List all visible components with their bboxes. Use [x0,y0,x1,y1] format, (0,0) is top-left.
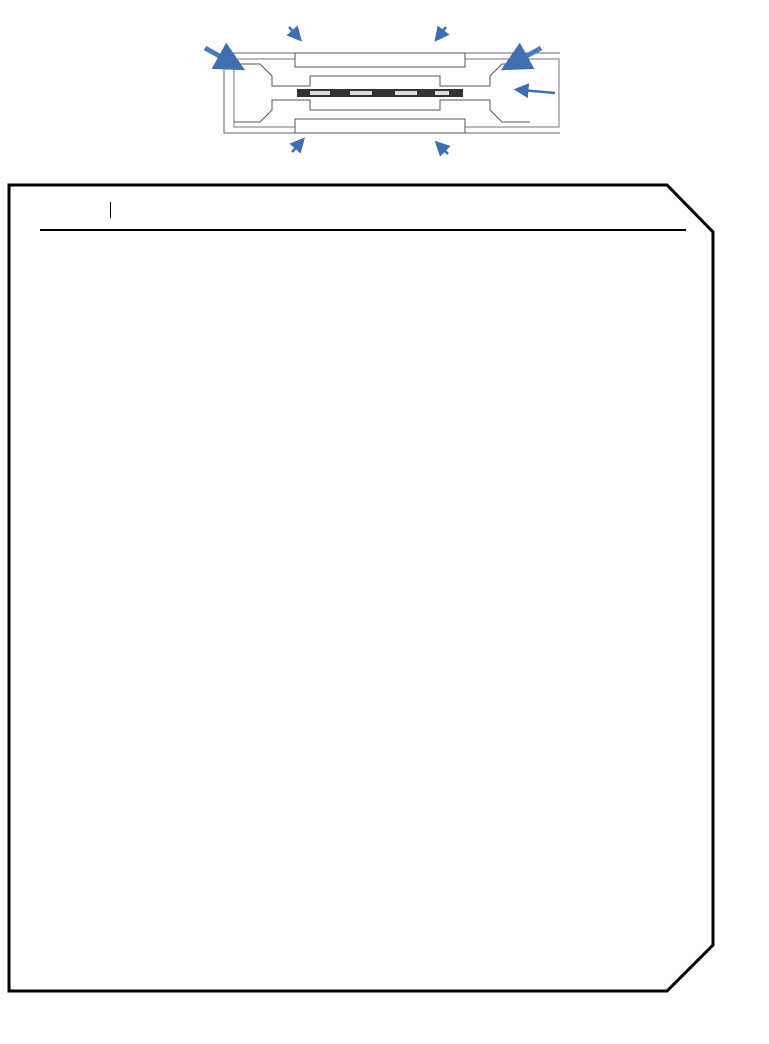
pinout-table [40,190,686,231]
header-xl-chan [109,190,111,229]
table-header [40,190,686,230]
arrow-icon [205,48,541,63]
table-bottom-rule [40,230,686,231]
text-cursor [110,202,111,218]
callout-arrows [0,0,769,180]
